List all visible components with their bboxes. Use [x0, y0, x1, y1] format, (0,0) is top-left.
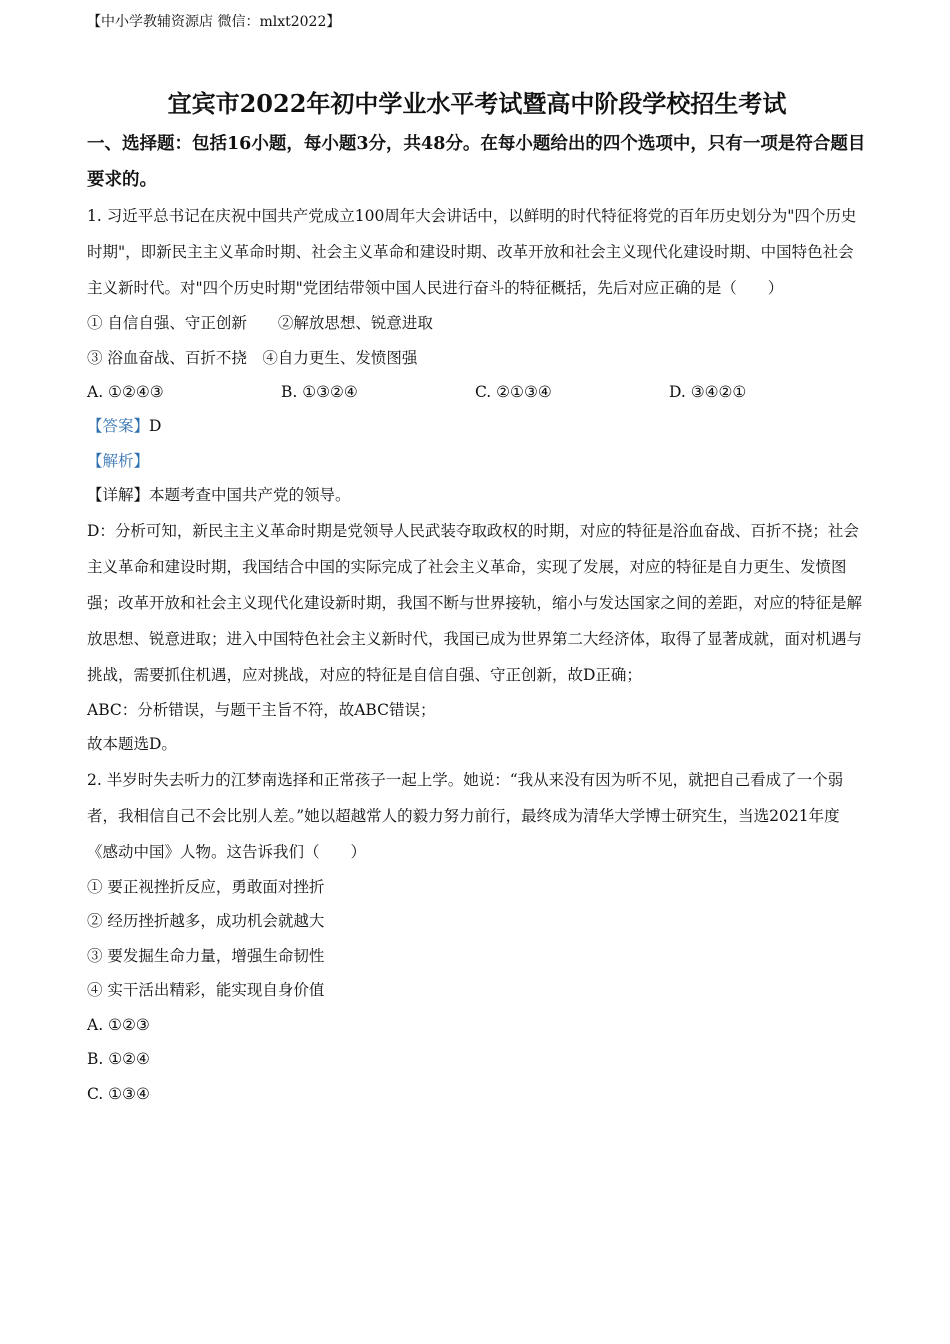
question-2 — [87, 762, 867, 1112]
q1-stem: 1. 习近平总书记在庆祝中国共产党成立100周年大会讲话中，以鲜明的时代特征将党的百年历史划分为"四个历史时期"，即新民主主义革命时期、社会主义革命和建设时期、改革开放和社会主义现代化建设时期、中国特色社会主义新时代。对"四个历史时期"党团结带领中国人民进行奋斗的特征概括，先后对应正确的是（ ） — [87, 207, 857, 297]
q2-option-c: C. ①③④ — [87, 1084, 150, 1103]
q1-items-1-2: ① 自信自强、守正创新 ②解放思想、锐意进取 — [87, 314, 433, 332]
analysis-d: D：分析可知，新民主主义革命时期是党领导人民武装夺取政权的时期，对应的特征是浴血奋战、百折不挠；社会主义革命和建设时期，我国结合中国的实际完成了社会主义革命，实现了发展，对应的特征是自力更生、发愤图强；改革开放和社会主义现代化建设新时期，我国不断与世界接轨，缩小与发达国家之间的差距，对应的特征是解放思想、锐意进取；进入中国特色社会主义新时代，我国已成为世界第二大经济体，取得了显著成就，面对机遇与挑战，需要抓住机遇，应对挑战，对应的特征是自信自强、守正创新，故D正确； — [87, 521, 863, 684]
q1-option-c: C. ②①③④ — [475, 383, 552, 401]
answer-label: 【答案】 — [87, 417, 150, 435]
q2-option-a: A. ①②③ — [87, 1015, 150, 1034]
document-content — [87, 84, 867, 1111]
q2-item-1: ① 要正视挫折反应，勇敢面对挫折 — [87, 877, 325, 896]
q1-conclusion: 故本题选D。 — [87, 735, 177, 753]
q1-items-3-4: ③ 浴血奋战、百折不挠 ④自力更生、发愤图强 — [87, 348, 418, 367]
analysis-label: 【解析】 — [87, 451, 150, 470]
q2-stem: 2. 半岁时失去听力的江梦南选择和正常孩子一起上学。她说：“我从来没有因为听不见，就把自己看成了一个弱者，我相信自己不会比别人差。”她以超越常人的毅力努力前行，最终成为清华大学博士研究生，当选2021年度《感动中国》人物。这告诉我们（ ） — [87, 770, 844, 861]
detail-line: 【详解】本题考查中国共产党的领导。 — [87, 486, 351, 504]
header-note: 【中小学教辅资源店 微信：mlxt2022】 — [87, 14, 341, 30]
q2-item-2: ② 经历挫折越多，成功机会就越大 — [87, 912, 325, 930]
q1-option-a: A. ①②④③ — [87, 383, 164, 401]
analysis-abc: ABC：分析错误，与题干主旨不符，故ABC错误； — [87, 700, 436, 719]
q2-option-b: B. ①②④ — [87, 1050, 150, 1068]
answer-value: D — [149, 417, 162, 435]
q2-item-4: ④ 实干活出精彩，能实现自身价值 — [87, 981, 325, 999]
q1-options — [87, 375, 867, 409]
question-1 — [87, 198, 867, 762]
q1-answer — [87, 409, 867, 444]
q2-item-3: ③ 要发掘生命力量，增强生命韧性 — [87, 946, 325, 965]
q1-option-d: D. ③④②① — [669, 383, 747, 401]
section-heading: 一、选择题：包括16小题，每小题3分，共48分。在每小题给出的四个选项中，只有一项是符合题目要求的。 — [87, 134, 866, 190]
exam-title: 宜宾市2022年初中学业水平考试暨高中阶段学校招生考试 — [167, 89, 787, 118]
q1-option-b: B. ①③②④ — [281, 383, 358, 401]
